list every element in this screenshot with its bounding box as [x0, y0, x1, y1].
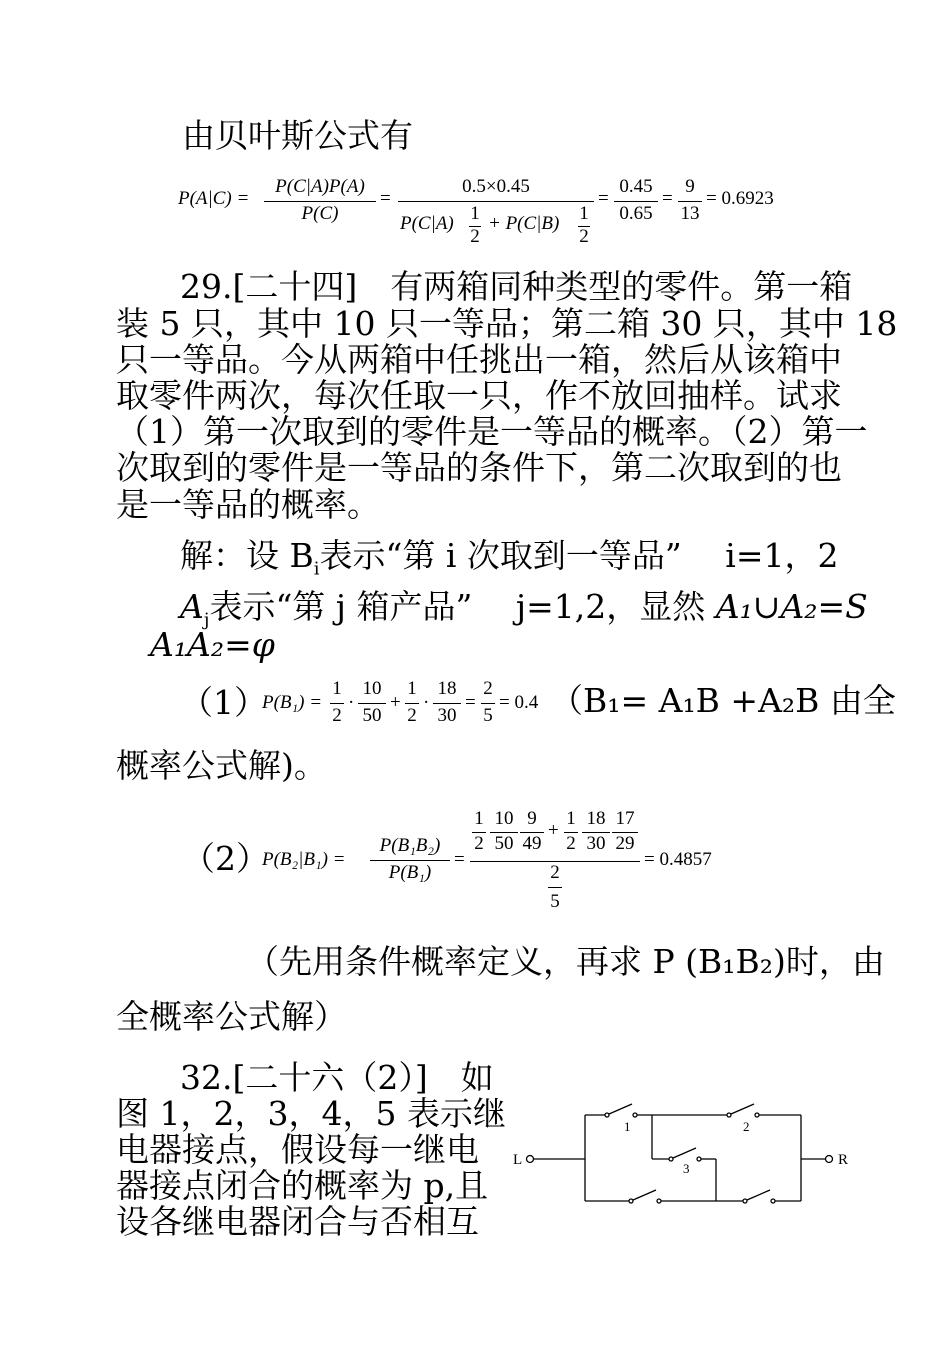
p29-line6: 次取到的零件是一等品的条件下，第二次取到的也 — [116, 448, 842, 487]
bayes-d3: 0.65 — [619, 203, 653, 224]
part1-lhs: P(B₁) = — [262, 692, 323, 713]
part2-top-2: 9 — [527, 808, 537, 829]
p32-line1: 32.[二十六（2）] 如 — [180, 1058, 494, 1097]
p29-line2: 装 5 只，其中 10 只一等品；第二箱 30 只，其中 18 — [116, 304, 898, 343]
part2-plus: + — [548, 820, 559, 841]
part1-f2n: 10 — [362, 678, 382, 699]
part2-label: （2） — [182, 839, 269, 878]
part1-f4d: 30 — [437, 705, 457, 726]
circuit-left-label: L — [513, 1152, 523, 1168]
part2-lhs: P(B₂|B₁) = — [262, 849, 346, 870]
part2-den-n: 2 — [550, 862, 560, 883]
bayes-n2: 0.5×0.45 — [462, 176, 530, 197]
part2-top-0: 1 — [474, 808, 484, 829]
part1-f1n: 1 — [332, 678, 342, 699]
part1-result: = 0.4 — [499, 692, 539, 713]
part2-bot-1: 50 — [494, 833, 514, 854]
bayes-d2a: P(C|A) — [400, 213, 454, 234]
bayes-intro: 由贝叶斯公式有 — [182, 116, 413, 155]
relay-2-label: 2 — [743, 1119, 750, 1134]
bayes-n3: 0.45 — [619, 176, 653, 197]
bayes-d2b: + P(C|B) — [488, 213, 560, 234]
part2-eq: = — [454, 849, 465, 870]
part1-f3n: 1 — [407, 678, 417, 699]
part2-result: = 0.4857 — [644, 849, 712, 870]
bayes-eq-3: = — [662, 188, 673, 209]
part1-plus: + — [390, 692, 401, 713]
part2-bot-0: 2 — [474, 833, 484, 854]
bayes-half-d-1: 2 — [470, 226, 480, 247]
p29-line5: （1）第一次取到的零件是一等品的概率。（2）第一 — [116, 412, 868, 451]
p32-line2: 图 1，2，3，4，5 表示继 — [116, 1094, 506, 1133]
part2-bot-2: 49 — [522, 833, 542, 854]
relay-1-label: 1 — [624, 1119, 631, 1134]
solution-line1: 解：设 $B_i$表示“第 i 次取到一等品” i=1，2 — [180, 536, 839, 580]
p32-line4: 器接点闭合的概率为 p,且 — [116, 1166, 489, 1205]
part2-den-d: 5 — [550, 891, 560, 912]
part1-note2: 概率公式解)。 — [116, 746, 327, 785]
bayes-lhs: P(A|C) = — [178, 188, 250, 209]
bayes-half-d-2: 2 — [579, 226, 589, 247]
part1-dot-1: · — [348, 692, 355, 713]
relay-3-label: 3 — [683, 1161, 690, 1176]
bayes-n1: P(C|A)P(A) — [275, 176, 365, 197]
p32-line5: 设各继电器闭合与否相互 — [116, 1202, 479, 1241]
part1-label: （1） — [180, 683, 267, 722]
part1-f5n: 2 — [483, 678, 493, 699]
bayes-d1: P(C) — [301, 203, 339, 224]
solution-line3: A₁A₂=φ — [150, 625, 275, 664]
part1-dot-2: · — [423, 692, 430, 713]
bayes-result: = 0.6923 — [706, 188, 774, 209]
part1-f4n: 18 — [437, 678, 457, 699]
bayes-half-n-2: 1 — [579, 203, 589, 224]
part2-top-4: 18 — [586, 808, 606, 829]
part2-note2: 全概率公式解） — [116, 997, 347, 1036]
circuit-right-label: R — [838, 1152, 849, 1168]
bayes-d4: 13 — [680, 203, 700, 224]
p29-line3: 只一等品。今从两箱中任挑出一箱，然后从该箱中 — [116, 340, 842, 379]
part1-eq: = — [465, 692, 476, 713]
bayes-eq-2: = — [598, 188, 609, 209]
part1-f5d: 5 — [483, 705, 493, 726]
part2-top-3: 1 — [566, 808, 576, 829]
relay-circuit-diagram — [505, 1098, 855, 1210]
solution-line2: $A_j$表示“第 j 箱产品” j=1,2，显然 A₁∪A₂=S — [180, 587, 868, 631]
part2-n1: P(B₁B₂) — [379, 835, 441, 856]
part1-f2d: 50 — [362, 705, 382, 726]
part1-f1d: 2 — [332, 705, 342, 726]
p29-line4: 取零件两次，每次任取一只，作不放回抽样。试求 — [116, 376, 842, 415]
part2-note1: （先用条件概率定义，再求 P (B₁B₂)时，由 — [246, 942, 885, 981]
part2-bot-4: 30 — [586, 833, 606, 854]
p29-line1: 29.[二十四] 有两箱同种类型的零件。第一箱 — [180, 267, 853, 306]
part2-bot-5: 29 — [615, 833, 635, 854]
part2-bot-3: 2 — [566, 833, 576, 854]
bayes-half-n-1: 1 — [470, 203, 480, 224]
p32-line3: 电器接点，假设每一继电 — [116, 1130, 479, 1169]
bayes-eq-1: = — [380, 188, 391, 209]
part1-f3d: 2 — [407, 705, 417, 726]
part1-note: （B₁= A₁B +A₂B 由全 — [550, 681, 896, 720]
p29-line7: 是一等品的概率。 — [116, 485, 380, 524]
part2-d1: P(B₁) — [388, 862, 432, 883]
part2-top-1: 10 — [494, 808, 514, 829]
bayes-n4: 9 — [685, 176, 695, 197]
part2-top-5: 17 — [615, 808, 635, 829]
